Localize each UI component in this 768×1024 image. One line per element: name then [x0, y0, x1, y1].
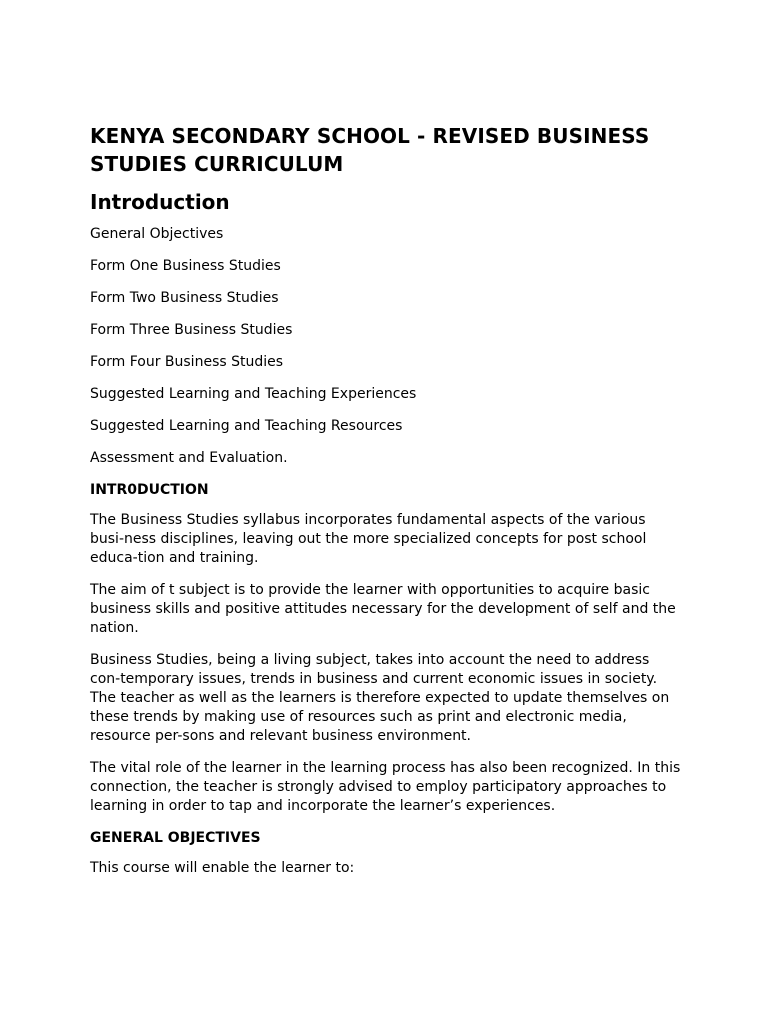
section-title: Introduction	[90, 190, 230, 214]
toc-item: Form Three Business Studies	[90, 322, 293, 338]
document-page	[90, 122, 682, 891]
toc-item: Suggested Learning and Teaching Experiences	[90, 386, 417, 402]
toc-item: Form One Business Studies	[90, 258, 281, 274]
intro-paragraph: Business Studies, being a living subject, takes into account the need to address con-temporary issues, trends in business and current economic issues in society. The teacher as well as the learners is therefore expected to update themselves on these trends by making use of resources such as print and electronic media, resource per-sons and relevant business environment.	[90, 652, 670, 744]
intro-paragraph: The aim of t subject is to provide the learner with opportunities to acquire basic business skills and positive attitudes necessary for the development of self and the nation.	[90, 582, 676, 636]
intro-paragraph: The vital role of the learner in the learning process has also been recognized. In this connection, the teacher is strongly advised to employ participatory approaches to learning in order to tap and incorporate the learner’s experiences.	[90, 760, 681, 814]
introduction-heading: INTR0DUCTION	[90, 482, 209, 498]
toc-item: General Objectives	[90, 226, 224, 242]
document-title: KENYA SECONDARY SCHOOL - REVISED BUSINESS STUDIES CURRICULUM	[90, 124, 650, 176]
toc-item: Suggested Learning and Teaching Resources	[90, 418, 403, 434]
toc-item: Form Two Business Studies	[90, 290, 279, 306]
toc-item: Form Four Business Studies	[90, 354, 284, 370]
toc-item: Assessment and Evaluation.	[90, 450, 288, 466]
intro-paragraph: The Business Studies syllabus incorporates fundamental aspects of the various busi-ness disciplines, leaving out the more specialized concepts for post school educa-tion and training.	[90, 512, 647, 566]
objectives-intro: This course will enable the learner to:	[90, 860, 355, 876]
general-objectives-heading: GENERAL OBJECTIVES	[90, 830, 261, 846]
table-of-contents	[90, 225, 682, 468]
